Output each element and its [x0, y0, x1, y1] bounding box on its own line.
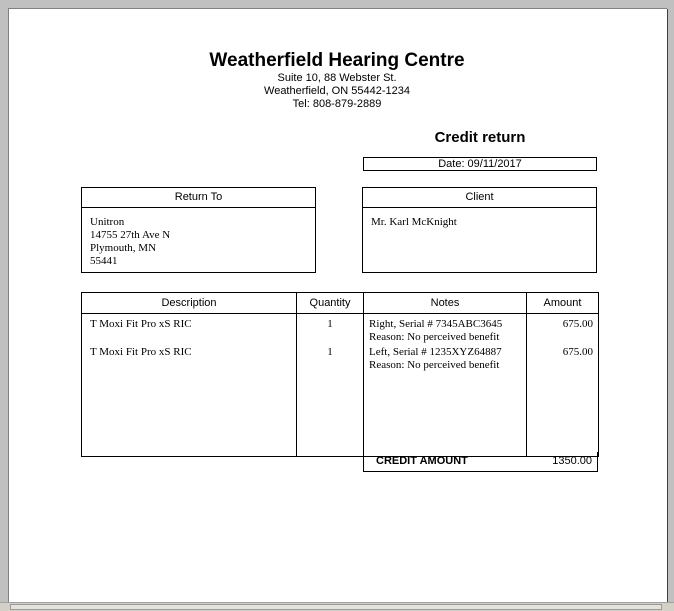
- company-phone: Tel: 808-879-2889: [292, 98, 382, 110]
- items-table: [81, 292, 599, 457]
- notes-column: [364, 314, 527, 457]
- client-name: Mr. Karl McKnight: [371, 216, 457, 228]
- return-to-line: Plymouth, MN: [90, 242, 157, 254]
- credit-amount-label: CREDIT AMOUNT: [376, 455, 468, 467]
- row-spacer: [527, 331, 598, 344]
- return-to-line: 14755 27th Ave N: [90, 229, 171, 241]
- scrollbar-thumb[interactable]: [10, 604, 662, 610]
- row-amount: 675.00: [562, 318, 593, 330]
- row-spacer: [297, 331, 363, 344]
- row-note: Reason: No perceived benefit: [369, 359, 500, 371]
- row-spacer: [82, 331, 296, 344]
- amount-column: [527, 314, 599, 457]
- row-note: Left, Serial # 1235XYZ64887: [369, 346, 502, 358]
- company-name: Weatherfield Hearing Centre: [209, 50, 465, 71]
- column-header-notes: Notes: [364, 293, 527, 314]
- credit-amount-row: [363, 452, 598, 472]
- return-to-box: [81, 187, 316, 273]
- return-to-line: 55441: [90, 255, 118, 267]
- row-note: Right, Serial # 7345ABC3645: [369, 318, 503, 330]
- row-quantity: 1: [327, 346, 333, 358]
- quantity-column: [297, 314, 364, 457]
- company-address-line2: Weatherfield, ON 55442-1234: [264, 85, 410, 97]
- column-header-description: Description: [82, 293, 297, 314]
- row-quantity: 1: [327, 318, 333, 330]
- row-note: Reason: No perceived benefit: [369, 331, 500, 343]
- row-amount: 675.00: [562, 346, 593, 358]
- client-heading: Client: [363, 188, 596, 208]
- description-column: [82, 314, 297, 457]
- row-description: T Moxi Fit Pro xS RIC: [90, 346, 192, 358]
- return-to-heading: Return To: [82, 188, 315, 208]
- document-date: Date: 09/11/2017: [363, 157, 597, 171]
- client-box: [362, 187, 597, 273]
- return-to-address: [82, 208, 315, 268]
- table-row: [82, 314, 599, 457]
- column-header-amount: Amount: [527, 293, 599, 314]
- credit-amount-value: 1350.00: [552, 455, 592, 467]
- company-address-line1: Suite 10, 88 Webster St.: [277, 72, 397, 84]
- row-description: T Moxi Fit Pro xS RIC: [90, 318, 192, 330]
- column-header-quantity: Quantity: [297, 293, 364, 314]
- document-title: Credit return: [434, 129, 526, 146]
- return-to-line: Unitron: [90, 216, 125, 228]
